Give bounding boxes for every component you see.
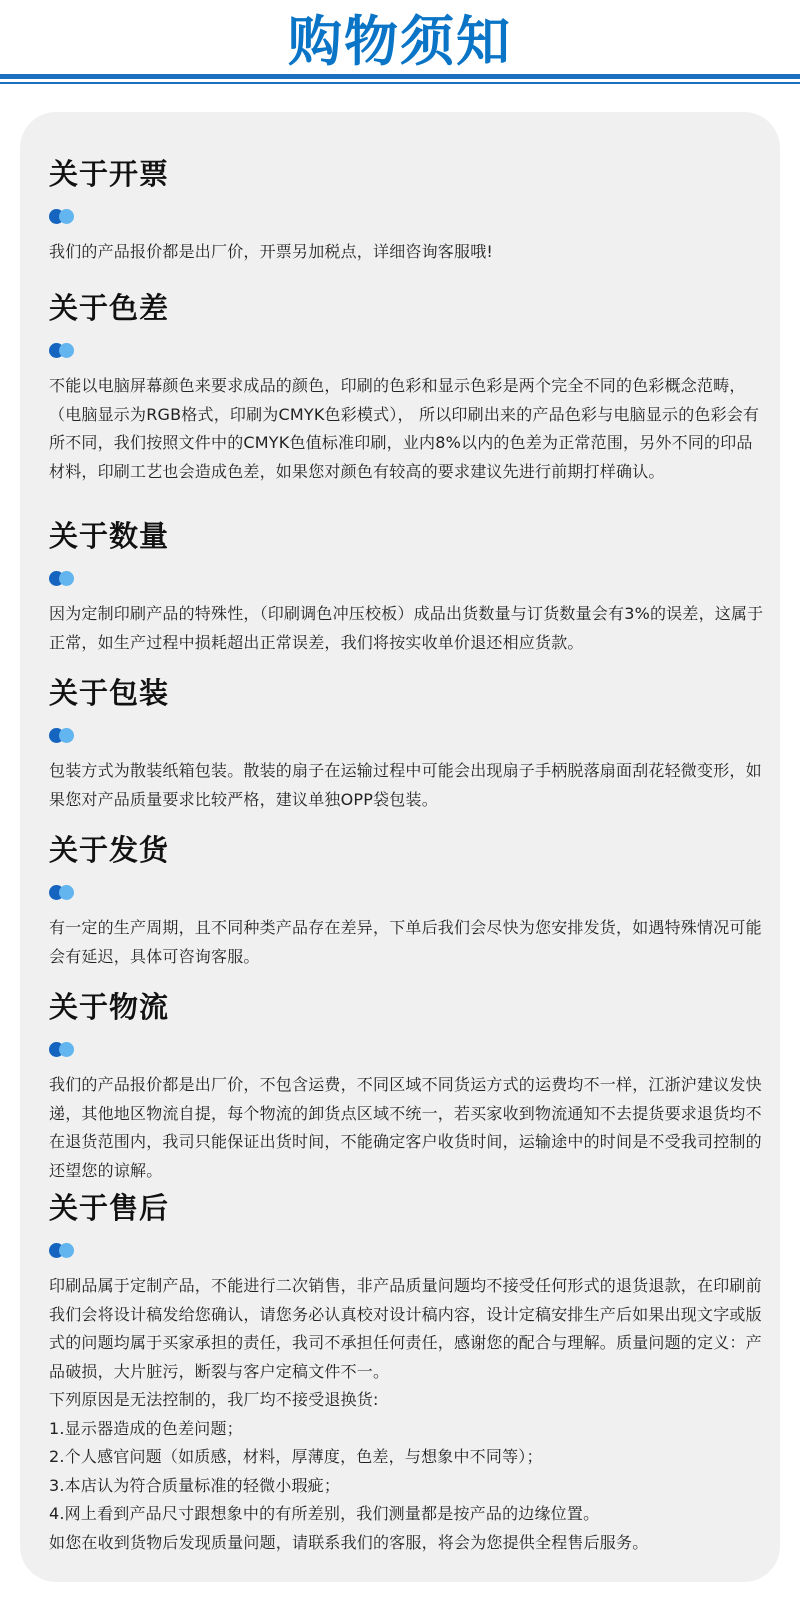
page-header	[0, 0, 800, 90]
section-body	[49, 238, 764, 267]
section-packaging	[49, 675, 764, 814]
header-divider	[0, 74, 800, 79]
list-item: 1.显示器造成的色差问题；	[49, 1418, 243, 1438]
paragraph: 下列原因是无法控制的，我厂均不接受退换货:	[49, 1390, 379, 1409]
section-body	[49, 757, 764, 814]
paragraph: 我们的产品报价都是出厂价，不包含运费，不同区域不同货运方式的运费均不一样，江浙沪建议发快递，其他地区物流自提，每个物流的卸货点区域不统一，若买家收到物流通知不去提货要求退货均不在退货范围内，我司只能保证出货时间，不能确定客户收货时间，运输途中的时间是不受我司控制的还望您的谅解。	[49, 1075, 762, 1180]
section-after-sales	[49, 1190, 764, 1557]
list-item: 2.个人感官问题（如质感，材料，厚薄度，色差，与想象中不同等）；	[49, 1447, 543, 1466]
section-title: 关于包装	[49, 676, 170, 710]
dot-light-icon	[59, 1042, 74, 1057]
section-logistics	[49, 989, 764, 1185]
bullet-dots-icon	[49, 1042, 89, 1058]
section-title: 关于售后	[49, 1191, 170, 1225]
page-title: 购物须知	[288, 10, 512, 73]
section-title: 关于色差	[49, 291, 170, 325]
bullet-dots-icon	[49, 728, 89, 744]
section-shipping	[49, 832, 764, 971]
paragraph: 有一定的生产周期，且不同种类产品存在差异，下单后我们会尽快为您安排发货，如遇特殊情况可能会有延迟，具体可咨询客服。	[49, 918, 762, 966]
section-title: 关于开票	[49, 157, 170, 191]
bullet-dots-icon	[49, 885, 89, 901]
header-divider-thin	[0, 82, 800, 84]
bullet-dots-icon	[49, 571, 89, 587]
section-body	[49, 372, 764, 486]
dot-light-icon	[59, 1243, 74, 1258]
list-item: 4.网上看到产品尺寸跟想象中的有所差别，我们测量都是按产品的边缘位置。	[49, 1504, 600, 1523]
section-title: 关于发货	[49, 833, 170, 867]
list-item: 3.本店认为符合质量标准的轻微小瑕疵；	[49, 1475, 341, 1495]
section-body	[49, 1272, 764, 1557]
bullet-dots-icon	[49, 209, 89, 225]
dot-light-icon	[59, 209, 74, 224]
dot-light-icon	[59, 571, 74, 586]
section-body	[49, 914, 764, 971]
dot-light-icon	[59, 885, 74, 900]
section-title: 关于数量	[49, 519, 170, 553]
section-quantity	[49, 518, 764, 657]
dot-light-icon	[59, 343, 74, 358]
paragraph: 我们的产品报价都是出厂价，开票另加税点，详细咨询客服哦!	[49, 242, 494, 261]
paragraph: 如您在收到货物后发现质量问题，请联系我们的客服，将会为您提供全程售后服务。	[49, 1532, 649, 1552]
paragraph: 不能以电脑屏幕颜色来要求成品的颜色，印刷的色彩和显示色彩是两个完全不同的色彩概念范畴，（电脑显示为RGB格式，印刷为CMYK色彩模式）， 所以印刷出来的产品色彩与电脑显示的色彩会有所不同，我们按照文件中的CMYK色值标准印刷，业内8%以内的色差为正常范围，另外不同的印品材料，印刷工艺也会造成色差，如果您对颜色有较高的要求建议先进行前期打样确认。	[49, 376, 760, 481]
section-body	[49, 1071, 764, 1185]
paragraph: 因为定制印刷产品的特殊性，（印刷调色冲压校板）成品出货数量与订货数量会有3%的误差，这属于正常，如生产过程中损耗超出正常误差，我们将按实收单价退还相应货款。	[49, 604, 764, 652]
paragraph: 包装方式为散装纸箱包装。散装的扇子在运输过程中可能会出现扇子手柄脱落扇面刮花轻微变形，如果您对产品质量要求比较严格，建议单独OPP袋包装。	[49, 761, 762, 809]
section-color-difference	[49, 290, 764, 486]
bullet-dots-icon	[49, 1243, 89, 1259]
section-invoice	[49, 156, 764, 267]
section-body	[49, 600, 764, 657]
paragraph: 印刷品属于定制产品，不能进行二次销售，非产品质量问题均不接受任何形式的退货退款，在印刷前我们会将设计稿发给您确认，请您务必认真校对设计稿内容，设计定稿安排生产后如果出现文字或版式的问题均属于买家承担的责任，我司不承担任何责任，感谢您的配合与理解。质量问题的定义：产品破损，大片脏污，断裂与客户定稿文件不一。	[49, 1276, 762, 1381]
bullet-dots-icon	[49, 343, 89, 359]
dot-light-icon	[59, 728, 74, 743]
section-title: 关于物流	[49, 990, 170, 1024]
